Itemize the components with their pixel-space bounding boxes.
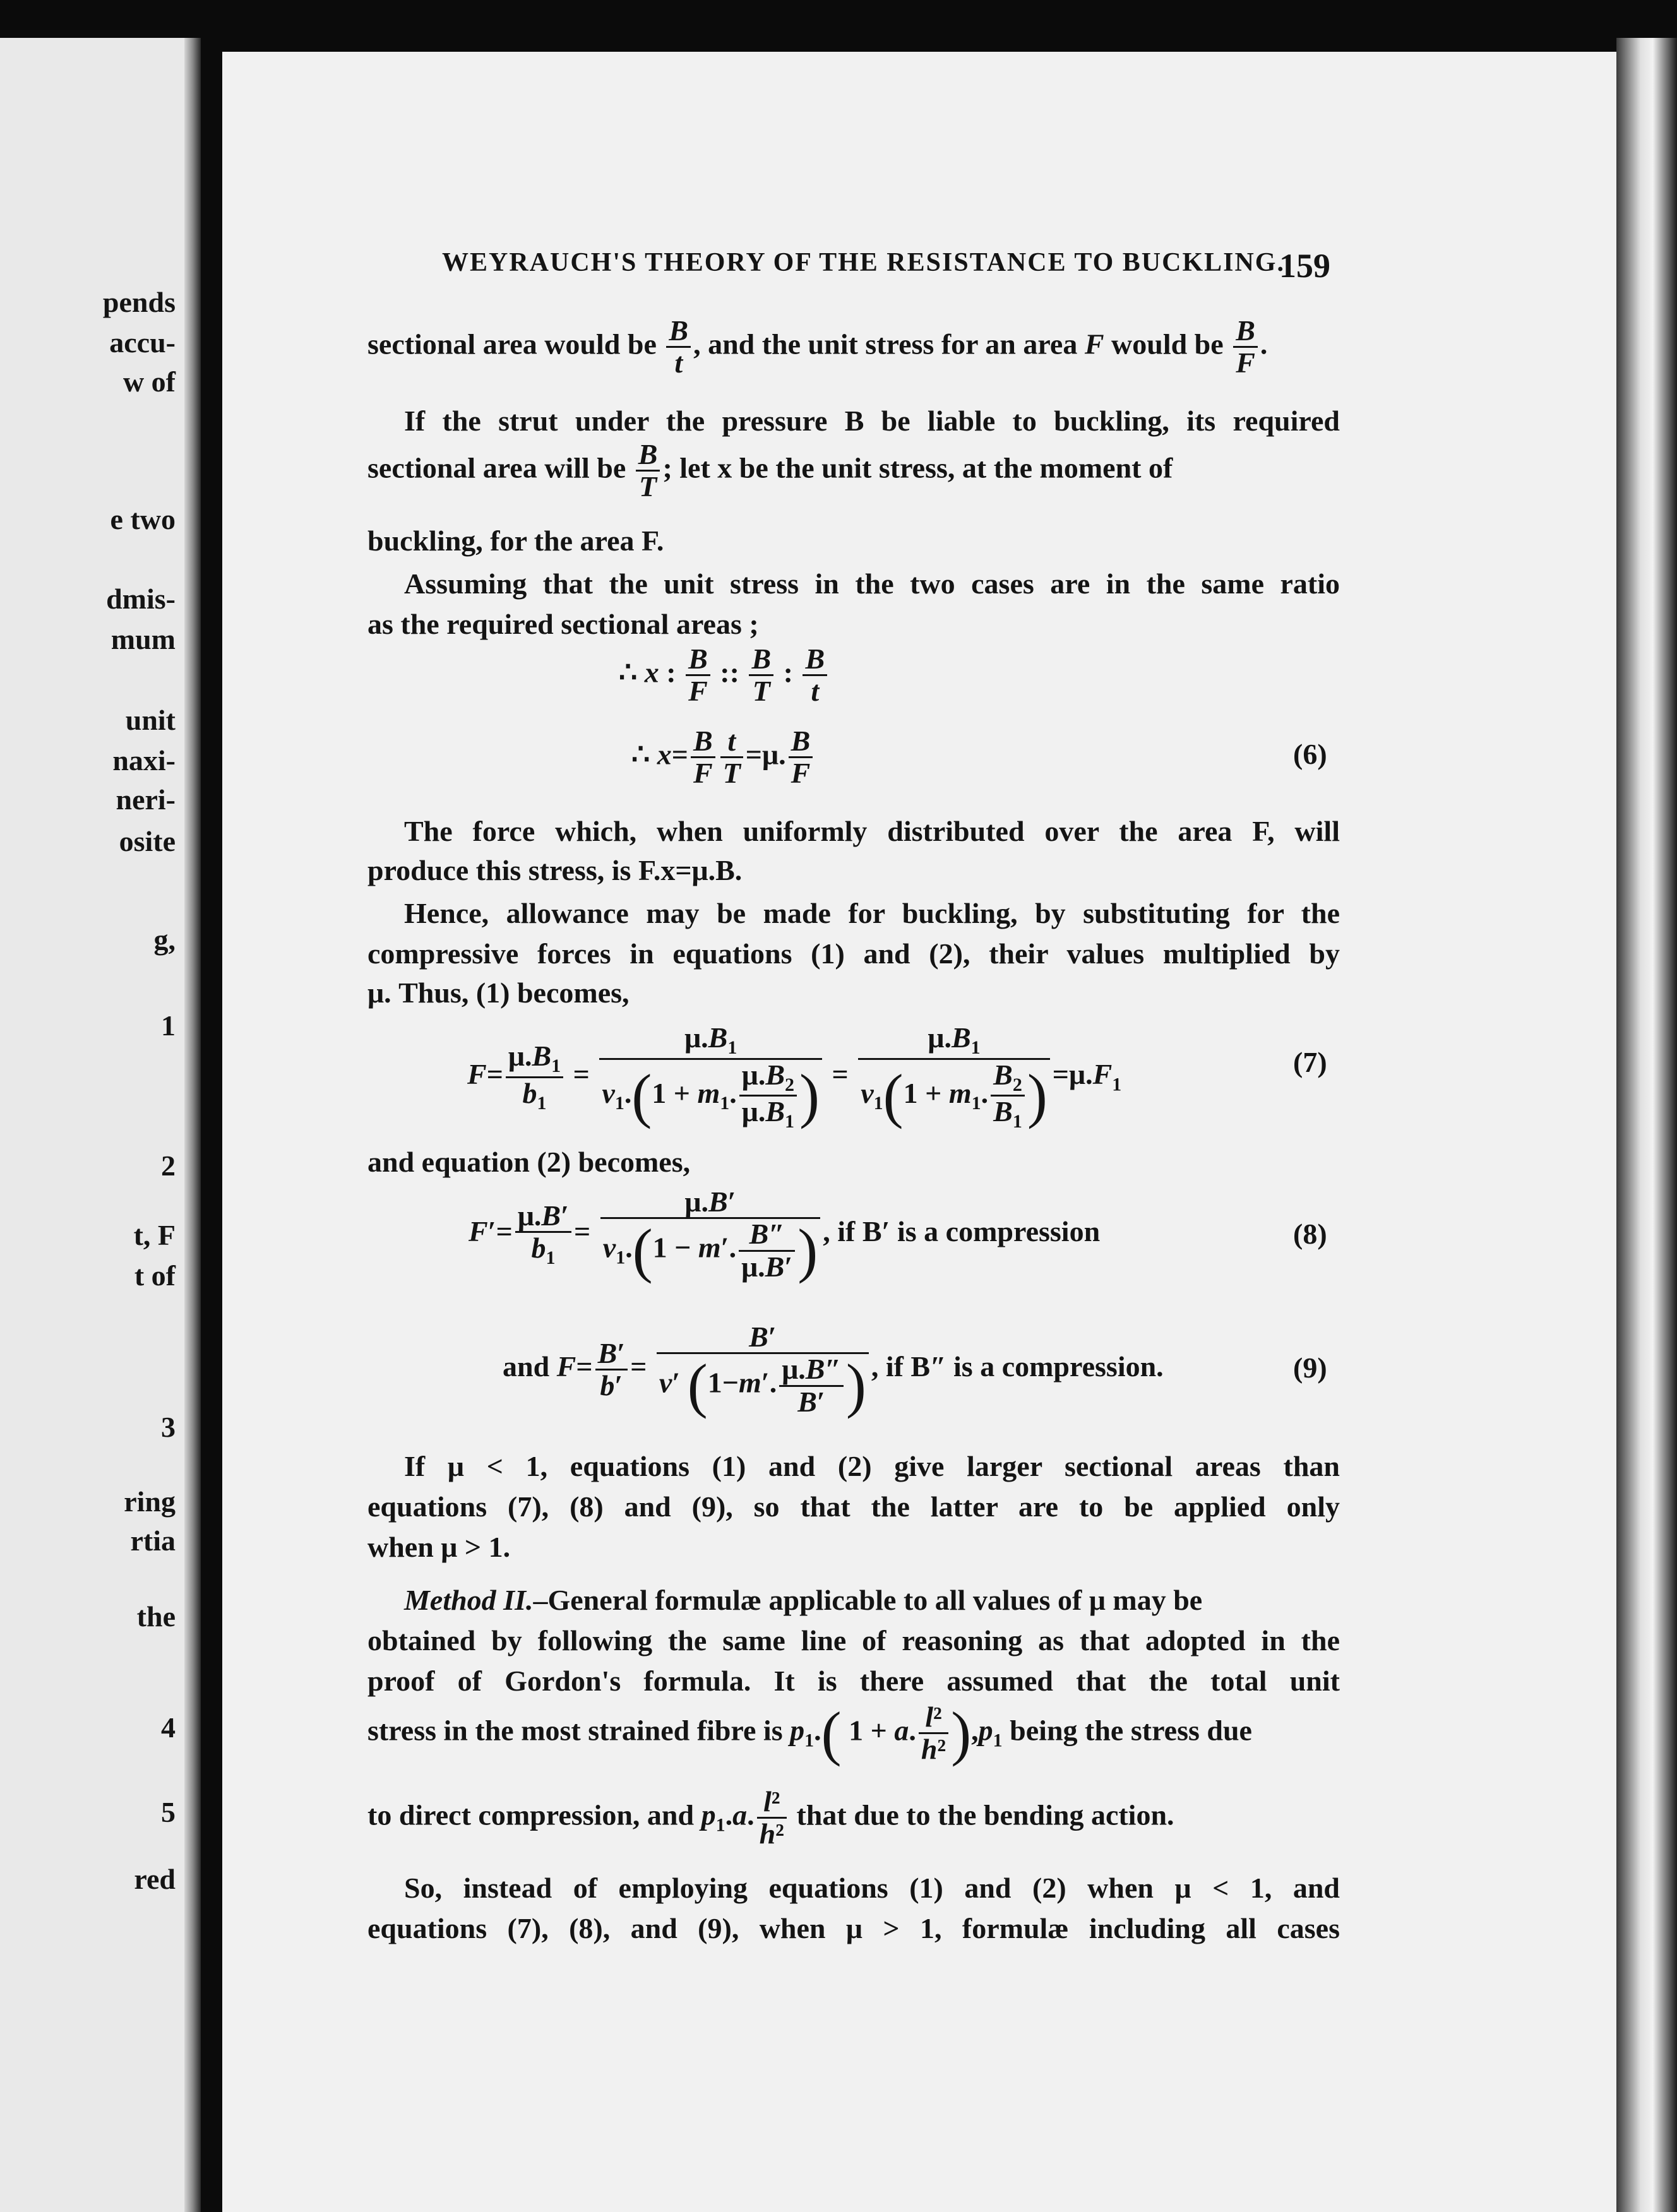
equation-proportion: ∴ x : $\frac{B}{F}$ :: $\frac{B}{T}$ : $\frac{B}{t}$: [619, 644, 830, 707]
running-header: WEYRAUCH'S THEORY OF THE RESISTANCE TO BUCKLING.: [442, 248, 1285, 277]
equation-number-9: (9): [1293, 1352, 1327, 1384]
left-page-text-fragment: 5: [161, 1796, 176, 1828]
left-page-text-fragment: 1: [161, 1009, 176, 1042]
left-page-text-fragment: ring: [124, 1485, 176, 1518]
line-p9-1: So, instead of employing equations (1) and (2) when μ < 1, and: [404, 1872, 1340, 1904]
line-p7-2: equations (7), (8) and (9), so that the latter are to be applied only: [367, 1490, 1340, 1523]
equation-7: F= $\frac{\mu.B_1}{b_1}$ = $\mu.B_1$ $v_1.(1 + m_1$. $\frac{\mu.B_2}{\mu.B_1}$ ) = $\mu.B_1$ $v_1(1 + m_1$. $\frac{B_2}{B_1}$ ) $=\mu.F_1$: [467, 1021, 1122, 1133]
left-page-text-fragment: red: [134, 1863, 176, 1895]
equation-9: and F= $\frac{B'}{b'}$ = B′ v′ (1−m′. $\frac{\mu.B''}{B'}$ ) , if B″ is a compression.: [503, 1321, 1164, 1420]
method-label: Method II.: [404, 1584, 534, 1616]
left-page-text-fragment: t, F: [133, 1219, 176, 1251]
line-p5-3: μ. Thus, (1) becomes,: [367, 977, 630, 1009]
line-p2-2: sectional area will be $\frac{B}{T}$ ; let x be the unit stress, at the moment of: [367, 438, 1173, 503]
left-page-text-fragment: mum: [110, 623, 176, 655]
left-page-text-fragment: accu-: [109, 326, 176, 359]
line-p2-3: buckling, for the area F.: [367, 525, 664, 557]
equation-8: F′= $\frac{\mu.B'}{b_1}$ = μ.B′ $v_1.(1 - m'$. $\frac{B''}{\mu.B'}$ ) , if B′ is a compression: [468, 1186, 1101, 1285]
left-page-text-fragment: 2: [161, 1150, 176, 1182]
left-page-text-fragment: naxi-: [112, 744, 176, 776]
line-p3-2: as the required sectional areas ;: [367, 608, 759, 640]
line-p8-4: stress in the most strained fibre is $p_1$.( 1 + a. $\frac{\text{l²}}{\text{h²}}$ )$,p_1$ being the stress due: [367, 1699, 1252, 1767]
left-page-text-fragment: unit: [125, 704, 176, 736]
left-page-text-fragment: neri-: [116, 783, 176, 816]
left-page-fragment: [0, 38, 201, 2212]
line-p5-1: Hence, allowance may be made for buckling, by substituting for the: [404, 897, 1340, 929]
left-page-text-fragment: 4: [161, 1711, 176, 1744]
left-page-text-fragment: 3: [161, 1411, 176, 1443]
line-p3-1: Assuming that the unit stress in the two cases are in the same ratio: [404, 568, 1340, 600]
line-p8-2: obtained by following the same line of reasoning as that adopted in the: [367, 1624, 1340, 1656]
line-p8-1: Method II.–General formulæ applicable to all values of μ may be: [404, 1584, 1203, 1616]
left-page-text-fragment: pends: [102, 286, 176, 318]
equation-6: ∴ x= $\frac{B}{F}$ $\frac{t}{T}$ =μ. $\frac{B}{F}$: [631, 726, 815, 789]
line-p7-1: If μ < 1, equations (1) and (2) give larger sectional areas than: [404, 1450, 1340, 1482]
left-page-text-fragment: dmis-: [106, 583, 176, 615]
line-p8-3: proof of Gordon's formula. It is there assumed that the total unit: [367, 1665, 1340, 1697]
page-number: 159: [1279, 247, 1330, 285]
page-edge: [1616, 38, 1677, 2212]
equation-number-8: (8): [1293, 1218, 1327, 1250]
left-page-text-fragment: the: [136, 1600, 176, 1632]
left-page-text-fragment: t of: [134, 1259, 176, 1292]
left-page-text-fragment: osite: [119, 825, 176, 857]
line-p4-1: The force which, when uniformly distributed over the area F, will: [404, 815, 1340, 847]
left-page-text-fragment: g,: [153, 924, 176, 956]
equation-number-6: (6): [1293, 738, 1327, 770]
line-p9-2: equations (7), (8), and (9), when μ > 1, formulæ including all cases: [367, 1912, 1340, 1944]
equation-number-7: (7): [1293, 1046, 1327, 1078]
line-p1: sectional area would be $\frac{B}{t}$ , and the unit stress for an area F would be $\frac{B}{F}$ .: [367, 314, 1268, 379]
line-p4-2: produce this stress, is F.x=μ.B.: [367, 854, 743, 886]
line-p5-2: compressive forces in equations (1) and (2), their values multiplied by: [367, 937, 1340, 970]
line-p7-3: when μ > 1.: [367, 1531, 511, 1563]
left-page-text-fragment: e two: [110, 503, 176, 535]
line-p2-1: If the strut under the pressure B be liable to buckling, its required: [404, 405, 1340, 437]
line-p8-5: to direct compression, and $p_1.a$. $\frac{\text{l²}}{\text{h²}}$ that due to the bending action.: [367, 1785, 1174, 1850]
book-gutter: [184, 38, 201, 2212]
left-page-text-fragment: rtia: [130, 1525, 176, 1557]
left-page-text-fragment: w of: [122, 366, 176, 398]
line-p6: and equation (2) becomes,: [367, 1146, 691, 1178]
